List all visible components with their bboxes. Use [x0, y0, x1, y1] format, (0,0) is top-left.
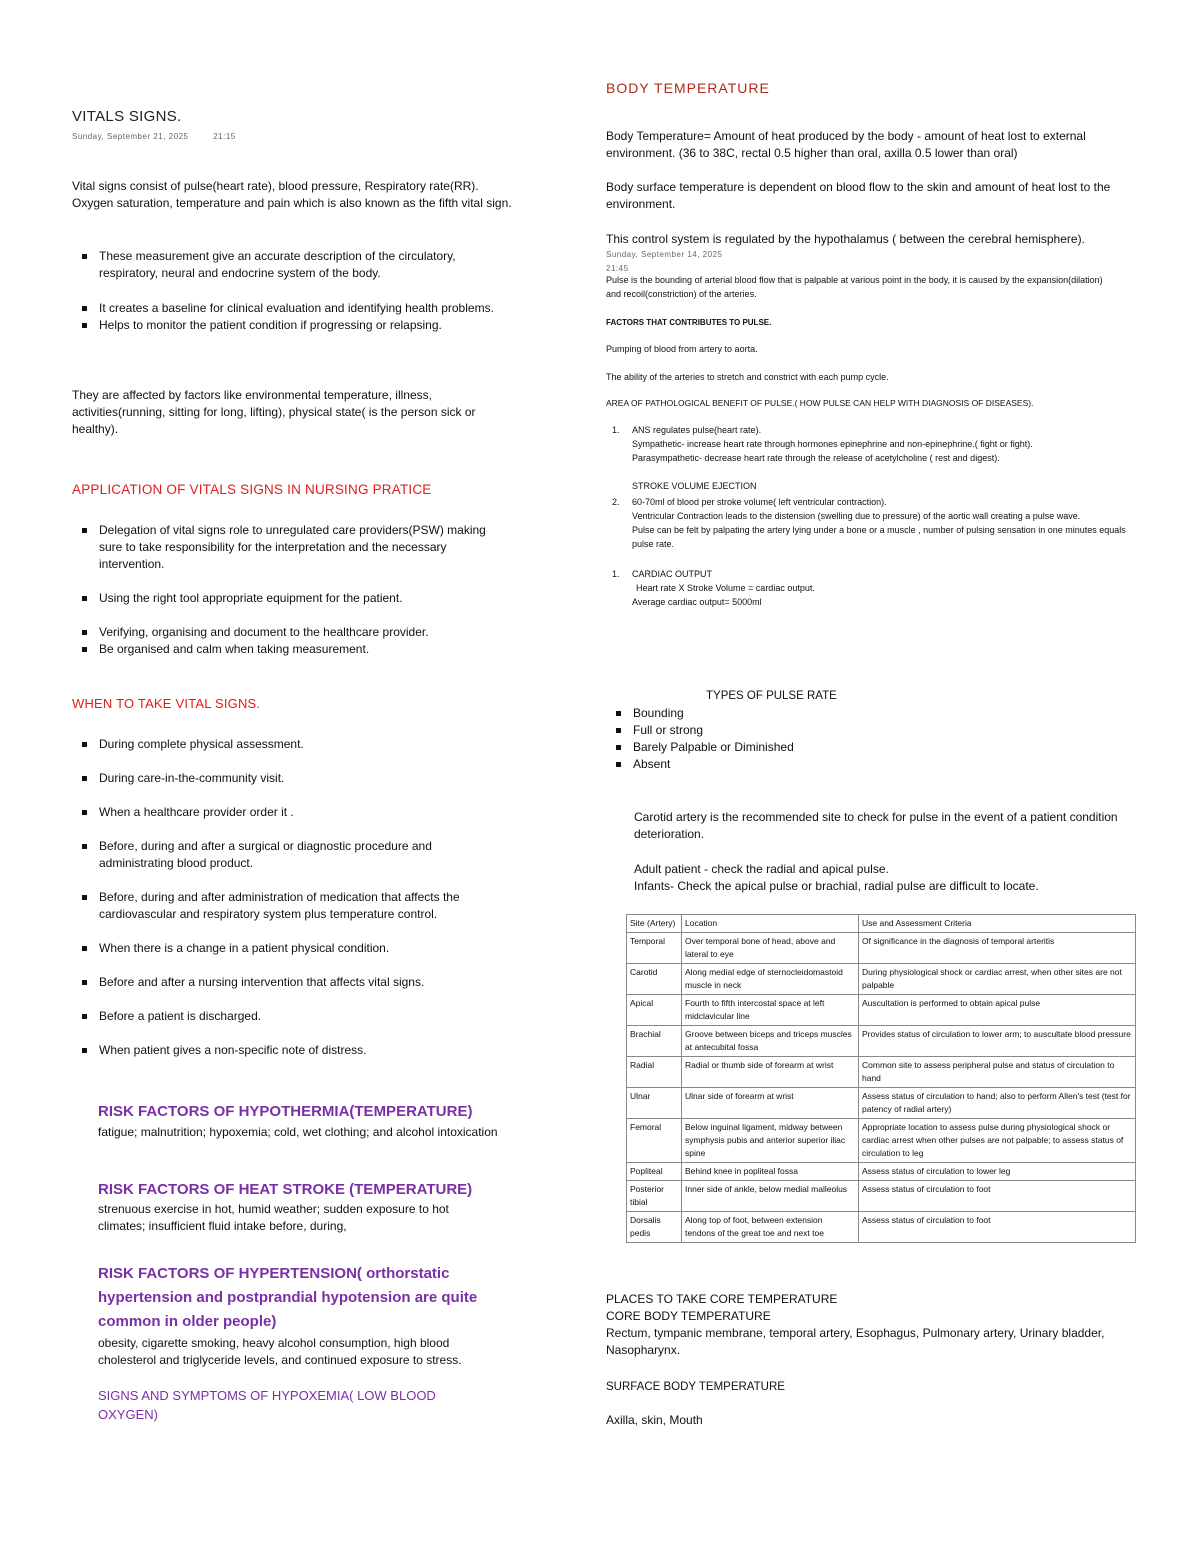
table-cell: Groove between biceps and triceps muscles at antecubital fossa: [682, 1026, 859, 1057]
intro-bullet-list: [72, 248, 512, 334]
table-cell: Auscultation is performed to obtain apical pulse: [859, 995, 1136, 1026]
table-cell: Dorsalis pedis: [627, 1212, 682, 1243]
hypoxemia-heading: SIGNS AND SYMPTOMS OF HYPOXEMIA( LOW BLOOD OXYGEN): [98, 1388, 436, 1422]
application-bullet-list: [72, 522, 492, 658]
table-cell: Fourth to fifth intercostal space at left midclavicular line: [682, 995, 859, 1026]
list-item: When patient gives a non-specific note of distress.: [72, 1042, 492, 1059]
list-item: Helps to monitor the patient condition if progressing or relapsing.: [72, 317, 512, 334]
item-title: 60-70ml of blood per stroke volume( left ventricular contraction).: [632, 497, 887, 507]
core-text: Rectum, tympanic membrane, temporal artery, Esophagus, Pulmonary artery, Urinary bladder, Nasopharynx.: [606, 1326, 1105, 1357]
core-temperature-section: [606, 1291, 1146, 1359]
item-line: Parasympathetic- decrease heart rate through the release of acetylcholine ( rest and digest).: [632, 453, 1000, 463]
column-header: Use and Assessment Criteria: [859, 915, 1136, 933]
factor-item: The ability of the arteries to stretch and constrict with each pump cycle.: [606, 372, 889, 382]
table-cell: Assess status of circulation to lower leg: [859, 1163, 1136, 1181]
list-item: When a healthcare provider order it .: [72, 804, 492, 821]
item-line: Sympathetic- increase heart rate through hormones epinephrine and non-epinephrine.( fight or fight).: [632, 439, 1033, 449]
table-cell: Posterior tibial: [627, 1181, 682, 1212]
table-cell: Inner side of ankle, below medial malleolus: [682, 1181, 859, 1212]
table-cell: Popliteal: [627, 1163, 682, 1181]
list-item: Before, during and after a surgical or diagnostic procedure and administrating blood product.: [72, 838, 492, 872]
table-cell: Assess status of circulation to foot: [859, 1181, 1136, 1212]
table-cell: Brachial: [627, 1026, 682, 1057]
list-item: Verifying, organising and document to the healthcare provider.: [72, 624, 492, 641]
benefit-heading: AREA OF PATHOLOGICAL BENEFIT OF PULSE.( HOW PULSE CAN HELP WITH DIAGNOSIS OF DISEASES).: [606, 398, 1034, 408]
table-cell: Assess status of circulation to foot: [859, 1212, 1136, 1243]
table-row: [627, 995, 1136, 1026]
page-title: VITALS SIGNS.: [72, 108, 182, 125]
hypertension-text: obesity, cigarette smoking, heavy alcohol consumption, high blood cholesterol and triglyceride levels, and continued exposure to stress.: [98, 1336, 462, 1367]
list-item: During complete physical assessment.: [72, 736, 492, 753]
surface-text: Axilla, skin, Mouth: [606, 1413, 703, 1427]
body-temperature-heading: BODY TEMPERATURE: [606, 80, 770, 96]
list-item: Before and after a nursing intervention that affects vital signs.: [72, 974, 492, 991]
column-header: Site (Artery): [627, 915, 682, 933]
list-item: Absent: [606, 756, 906, 773]
table-cell: Ulnar: [627, 1088, 682, 1119]
table-cell: Femoral: [627, 1119, 682, 1163]
table-cell: Provides status of circulation to lower arm; to auscultate blood pressure: [859, 1026, 1136, 1057]
heatstroke-heading: RISK FACTORS OF HEAT STROKE (TEMPERATURE): [98, 1181, 473, 1198]
when-heading: WHEN TO TAKE VITAL SIGNS.: [72, 696, 261, 711]
list-item: When there is a change in a patient physical condition.: [72, 940, 492, 957]
table-cell: Radial or thumb side of forearm at wrist: [682, 1057, 859, 1088]
stroke-volume-label: STROKE VOLUME EJECTION: [632, 481, 757, 491]
factors-heading: FACTORS THAT CONTRIBUTES TO PULSE.: [606, 318, 772, 327]
surface-heading: SURFACE BODY TEMPERATURE: [606, 1381, 785, 1393]
table-row: [627, 1181, 1136, 1212]
table-cell: Radial: [627, 1057, 682, 1088]
places-heading: PLACES TO TAKE CORE TEMPERATURE: [606, 1292, 838, 1306]
note-timestamp: [72, 132, 236, 141]
table-row: [627, 964, 1136, 995]
when-bullet-list: [72, 736, 492, 1059]
list-item: Bounding: [606, 705, 906, 722]
list-item: It creates a baseline for clinical evaluation and identifying health problems.: [72, 300, 512, 317]
factor-item: Pumping of blood from artery to aorta.: [606, 344, 758, 354]
list-item: Full or strong: [606, 722, 906, 739]
numbered-item: [606, 567, 1126, 609]
timestamp-time: 21:15: [213, 132, 236, 141]
list-item: During care-in-the-community visit.: [72, 770, 492, 787]
list-item: Delegation of vital signs role to unregulated care providers(PSW) making sure to take responsibility for the interpretation and the necessary intervention.: [72, 522, 492, 573]
table-cell: Temporal: [627, 933, 682, 964]
table-cell: Along top of foot, between extension tendons of the great toe and next toe: [682, 1212, 859, 1243]
list-item: Using the right tool appropriate equipment for the patient.: [72, 590, 492, 607]
item-title: CARDIAC OUTPUT: [632, 569, 713, 579]
table-row: [627, 1163, 1136, 1181]
hypothermia-text: fatigue; malnutrition; hypoxemia; cold, wet clothing; and alcohol intoxication: [98, 1125, 498, 1139]
list-item: Before, during and after administration of medication that affects the cardiovascular and respiratory system plus temperature control.: [72, 889, 492, 923]
table-row: [627, 1057, 1136, 1088]
pulse-sites-table: [626, 914, 1136, 1243]
adult-paragraph: Adult patient - check the radial and apical pulse.: [634, 862, 889, 876]
heatstroke-text: strenuous exercise in hot, humid weather; sudden exposure to hot climates; insufficient fluid intake before, during,: [98, 1202, 449, 1233]
table-cell: Over temporal bone of head, above and lateral to eye: [682, 933, 859, 964]
table-cell: Common site to assess peripheral pulse and status of circulation to hand: [859, 1057, 1136, 1088]
column-header: Location: [682, 915, 859, 933]
numbered-item: [606, 495, 1126, 551]
table-cell: Assess status of circulation to hand; also to perform Allen's test (test for patency of radial artery): [859, 1088, 1136, 1119]
list-item: Be organised and calm when taking measurement.: [72, 641, 492, 658]
table-cell: Ulnar side of forearm at wrist: [682, 1088, 859, 1119]
table-header-row: [627, 915, 1136, 933]
pulse-timestamp-date: Sunday, September 14, 2025: [606, 250, 723, 259]
hypertension-heading: RISK FACTORS OF HYPERTENSION( orthorstatic hypertension and postprandial hypotension are quite common in older people): [98, 1265, 478, 1330]
benefit-list: [606, 423, 1126, 609]
pulse-timestamp-time: 21:45: [606, 264, 629, 273]
table-cell: Along medial edge of sternocleidomastoid muscle in neck: [682, 964, 859, 995]
table-cell: During physiological shock or cardiac arrest, when other sites are not palpable: [859, 964, 1136, 995]
factors-paragraph: They are affected by factors like environmental temperature, illness, activities(running, sitting for long, lifting), physical state( is the person sick or healthy).: [72, 388, 476, 436]
item-line: Ventricular Contraction leads to the distension (swelling due to pressure) of the aortic wall creating a pulse wave.: [632, 511, 1081, 521]
timestamp-date: Sunday, September 21, 2025: [72, 132, 189, 141]
table-row: [627, 1026, 1136, 1057]
item-line: Average cardiac output= 5000ml: [632, 597, 762, 607]
list-item: Before a patient is discharged.: [72, 1008, 492, 1025]
table-row: [627, 1088, 1136, 1119]
table-row: [627, 1119, 1136, 1163]
item-number: 1.: [612, 425, 620, 435]
core-heading: CORE BODY TEMPERATURE: [606, 1309, 771, 1323]
types-list: [606, 705, 906, 773]
table-row: [627, 933, 1136, 964]
temperature-paragraph-1: Body Temperature= Amount of heat produced by the body - amount of heat lost to external environment. (36 to 38C, rectal 0.5 higher than oral, axilla 0.5 lower than oral): [606, 129, 1086, 160]
temperature-paragraph-2: Body surface temperature is dependent on blood flow to the skin and amount of heat lost to the environment.: [606, 180, 1111, 211]
application-heading: APPLICATION OF VITALS SIGNS IN NURSING PRATICE: [72, 482, 432, 497]
table-cell: Apical: [627, 995, 682, 1026]
item-line: Pulse can be felt by palpating the artery lying under a bone or a muscle , number of pulsing sensation in one minutes equals pulse rate.: [632, 525, 1126, 549]
item-number: 2.: [612, 497, 620, 507]
item-title: ANS regulates pulse(heart rate).: [632, 425, 762, 435]
hypothermia-heading: RISK FACTORS OF HYPOTHERMIA(TEMPERATURE): [98, 1103, 473, 1120]
table-cell: Carotid: [627, 964, 682, 995]
temperature-paragraph-3: This control system is regulated by the hypothalamus ( between the cerebral hemisphere).: [606, 232, 1085, 246]
types-heading: TYPES OF PULSE RATE: [706, 690, 837, 702]
intro-paragraph: Vital signs consist of pulse(heart rate), blood pressure, Respiratory rate(RR). Oxygen saturation, temperature and pain which is also known as the fifth vital sign.: [72, 179, 512, 210]
item-number: 1.: [612, 569, 620, 579]
pulse-definition: Pulse is the bounding of arterial blood flow that is palpable at various point in the body, it is caused by the expansion(dilation) and recoil(constriction) of the arteries.: [606, 275, 1103, 299]
table-cell: Of significance in the diagnosis of temporal arteritis: [859, 933, 1136, 964]
infant-paragraph: Infants- Check the apical pulse or brachial, radial pulse are difficult to locate.: [634, 879, 1039, 893]
table-cell: Behind knee in popliteal fossa: [682, 1163, 859, 1181]
table-row: [627, 1212, 1136, 1243]
carotid-paragraph: Carotid artery is the recommended site to check for pulse in the event of a patient condition deterioration.: [634, 810, 1118, 841]
table-cell: Appropriate location to assess pulse during physiological shock or cardiac arrest when other pulses are not palpable; to assess status of circulation to leg: [859, 1119, 1136, 1163]
table-cell: Below inguinal ligament, midway between symphysis pubis and anterior superior iliac spine: [682, 1119, 859, 1163]
numbered-item: [606, 423, 1126, 465]
list-item: These measurement give an accurate description of the circulatory, respiratory, neural and endocrine system of the body.: [72, 248, 512, 282]
list-item: Barely Palpable or Diminished: [606, 739, 906, 756]
item-line: Heart rate X Stroke Volume = cardiac output.: [636, 583, 815, 593]
